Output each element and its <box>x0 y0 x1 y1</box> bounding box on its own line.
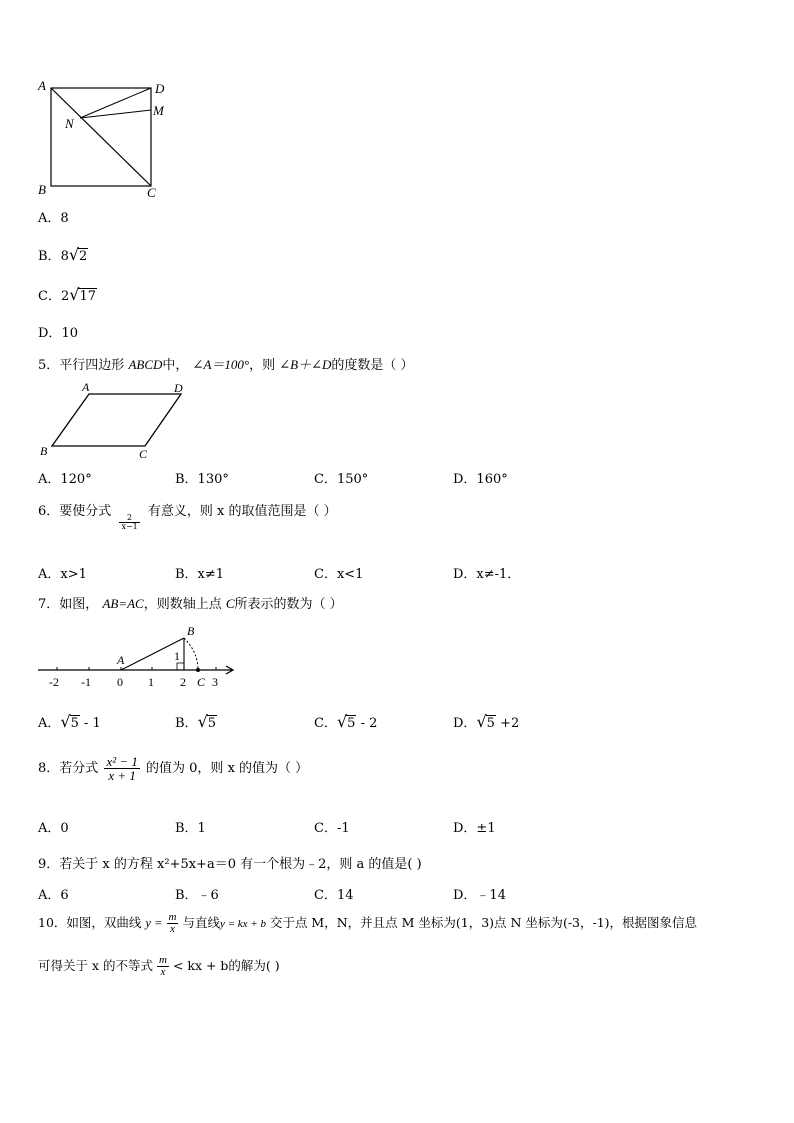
q4-option-a: A．8 <box>38 211 69 226</box>
figure-parallelogram <box>36 378 196 462</box>
svg-text:A: A <box>117 653 125 667</box>
question-8: 8．若分式 $\frac{\text{x² − 1}}{x + 1}$ 的值为 0，则 x 的值为（ ） <box>38 754 309 783</box>
question-10-line2: 可得关于 x 的不等式 $\frac{m}{x}$ < kx + b的解为( ) <box>38 954 280 978</box>
q7-option-b: B．√5 <box>175 712 217 731</box>
svg-text:C: C <box>197 675 206 689</box>
svg-text:C: C <box>139 447 148 461</box>
label-D: D <box>155 81 165 96</box>
sqrt-sign: √ <box>69 285 80 304</box>
svg-text:-1: -1 <box>81 675 91 689</box>
q6-option-d: D．x≠-1． <box>453 567 521 582</box>
svg-text:B: B <box>187 624 195 638</box>
q9-option-c: C．14 <box>314 888 354 903</box>
svg-text:D: D <box>174 381 183 395</box>
q9-option-b: B．﹣6 <box>175 888 219 903</box>
q8-option-a: A．0 <box>38 821 69 836</box>
label-A: A <box>38 78 46 93</box>
q7-option-a: A．√5 - 1 <box>38 712 101 731</box>
q5-option-c: C．150° <box>314 472 369 487</box>
q6-option-c: C．x<1 <box>314 567 364 582</box>
question-9: 9．若关于 x 的方程 x²+5x+a＝0 有一个根为﹣2，则 a 的值是( ) <box>38 857 422 872</box>
q9-option-a: A．6 <box>38 888 69 903</box>
question-6: 6．要使分式 $\frac{2}{x-1}$ 有意义，则 x 的取值范围是（ ） <box>38 504 337 531</box>
q8-option-d: D．±1 <box>453 821 496 836</box>
svg-text:3: 3 <box>212 675 218 689</box>
q4-option-b: B．8√2 <box>38 245 88 264</box>
figure-number-line <box>34 620 244 692</box>
svg-text:B: B <box>40 444 48 458</box>
question-10-line1: 10．如图，双曲线 y = $\frac{m}{x}$ 与直线y = kx + b 交于点 M，N，并且点 M 坐标为(1，3)点 N 坐标为(-3，-1)，根据图象信息 <box>38 911 698 935</box>
question-5: 5．平行四边形 ABCD中， ∠A＝100°，则 ∠B＋∠D的度数是（ ） <box>38 357 414 373</box>
q5-option-d: D．160° <box>453 472 508 487</box>
svg-text:1: 1 <box>148 675 154 689</box>
q9-option-d: D．﹣14 <box>453 888 506 903</box>
q7-option-c: C．√5 - 2 <box>314 712 378 731</box>
label-C: C <box>147 185 156 200</box>
label-M: M <box>153 103 164 118</box>
svg-text:A: A <box>82 380 90 394</box>
svg-text:0: 0 <box>117 675 123 689</box>
q7-option-d: D．√5 +2 <box>453 712 520 731</box>
q8-option-b: B．1 <box>175 821 206 836</box>
svg-text:1: 1 <box>174 649 180 663</box>
q4-option-d: D．10 <box>38 326 78 341</box>
figure-square <box>30 72 180 202</box>
q5-option-b: B．130° <box>175 472 229 487</box>
svg-text:-2: -2 <box>49 675 59 689</box>
q5-option-a: A．120° <box>38 472 92 487</box>
question-7: 7．如图， AB=AC，则数轴上点 C所表示的数为（ ） <box>38 596 343 612</box>
label-N: N <box>65 116 74 131</box>
q6-option-a: A．x>1 <box>38 567 87 582</box>
q4-option-c: C．2√17 <box>38 285 96 304</box>
q8-option-c: C．-1 <box>314 821 350 836</box>
svg-text:2: 2 <box>180 675 186 689</box>
sqrt-sign: √ <box>68 245 80 264</box>
label-B: B <box>38 182 46 197</box>
q6-option-b: B．x≠1 <box>175 567 225 582</box>
